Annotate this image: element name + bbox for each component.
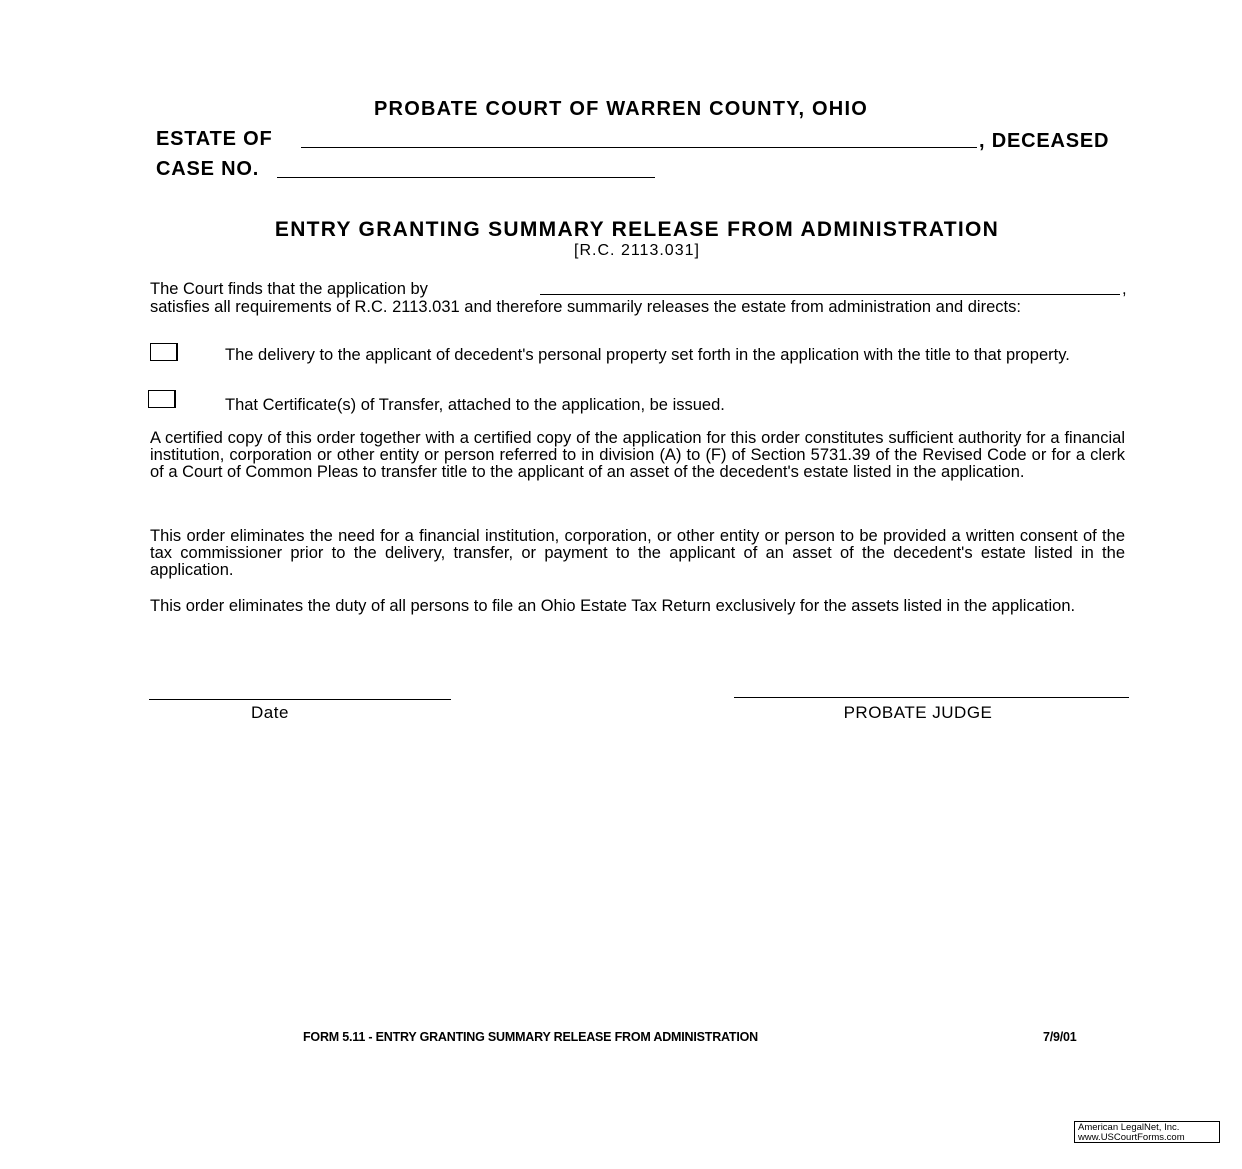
certificate-option-text: That Certificate(s) of Transfer, attached to the application, be issued. <box>225 396 725 414</box>
certified-copy-paragraph: A certified copy of this order together with a certified copy of the application for this order constitutes sufficient authority for a financial institution, corporation or other entity or person referred to in division (A) to (F) of Section 5731.39 of the Revised Code or for a clerk of a Court of Common Pleas to transfer title to the applicant of an asset of the decedent's estate listed in the application. <box>150 429 1125 481</box>
date-signature-line[interactable] <box>149 690 451 700</box>
deceased-label: , DECEASED <box>979 130 1110 152</box>
intro-text: satisfies all requirements of R.C. 2113.031 and therefore summarily releases the estate from administration and directs: <box>150 298 1021 316</box>
form-revision-date: 7/9/01 <box>1043 1030 1077 1044</box>
publisher-url: www.USCourtForms.com <box>1078 1132 1185 1143</box>
publisher-name: American LegalNet, Inc. <box>1078 1122 1180 1133</box>
certificate-checkbox[interactable] <box>148 390 176 408</box>
statute-citation: [R.C. 2113.031] <box>574 242 700 259</box>
judge-signature-line[interactable] <box>734 688 1129 698</box>
court-name: PROBATE COURT OF WARREN COUNTY, OHIO <box>374 98 868 120</box>
delivery-checkbox[interactable] <box>150 343 178 361</box>
judge-label: PROBATE JUDGE <box>843 703 993 722</box>
case-number-field[interactable] <box>277 162 655 178</box>
date-label: Date <box>251 703 289 722</box>
document-title: ENTRY GRANTING SUMMARY RELEASE FROM ADMINISTRATION <box>274 218 1000 241</box>
estate-label: ESTATE OF <box>156 128 273 150</box>
delivery-option-text: The delivery to the applicant of decedent's personal property set forth in the application with the title to that property. <box>225 346 1070 364</box>
case-number-label: CASE NO. <box>156 158 260 180</box>
intro-prefix: The Court finds that the application by <box>150 280 428 298</box>
publisher-badge <box>1074 1121 1220 1143</box>
estate-tax-paragraph: This order eliminates the duty of all persons to file an Ohio Estate Tax Return exclusively for the assets listed in the application. <box>150 597 1076 615</box>
applicant-field[interactable] <box>540 280 1120 295</box>
intro-comma: , <box>1122 280 1127 298</box>
tax-consent-paragraph: This order eliminates the need for a financial institution, corporation, or other entity or person to be provided a written consent of the tax commissioner prior to the delivery, transfer, or payment to the applicant of an asset of the decedent's estate listed in the application. <box>150 527 1125 579</box>
form-id: FORM 5.11 - ENTRY GRANTING SUMMARY RELEASE FROM ADMINISTRATION <box>303 1030 758 1044</box>
estate-name-field[interactable] <box>301 131 977 148</box>
